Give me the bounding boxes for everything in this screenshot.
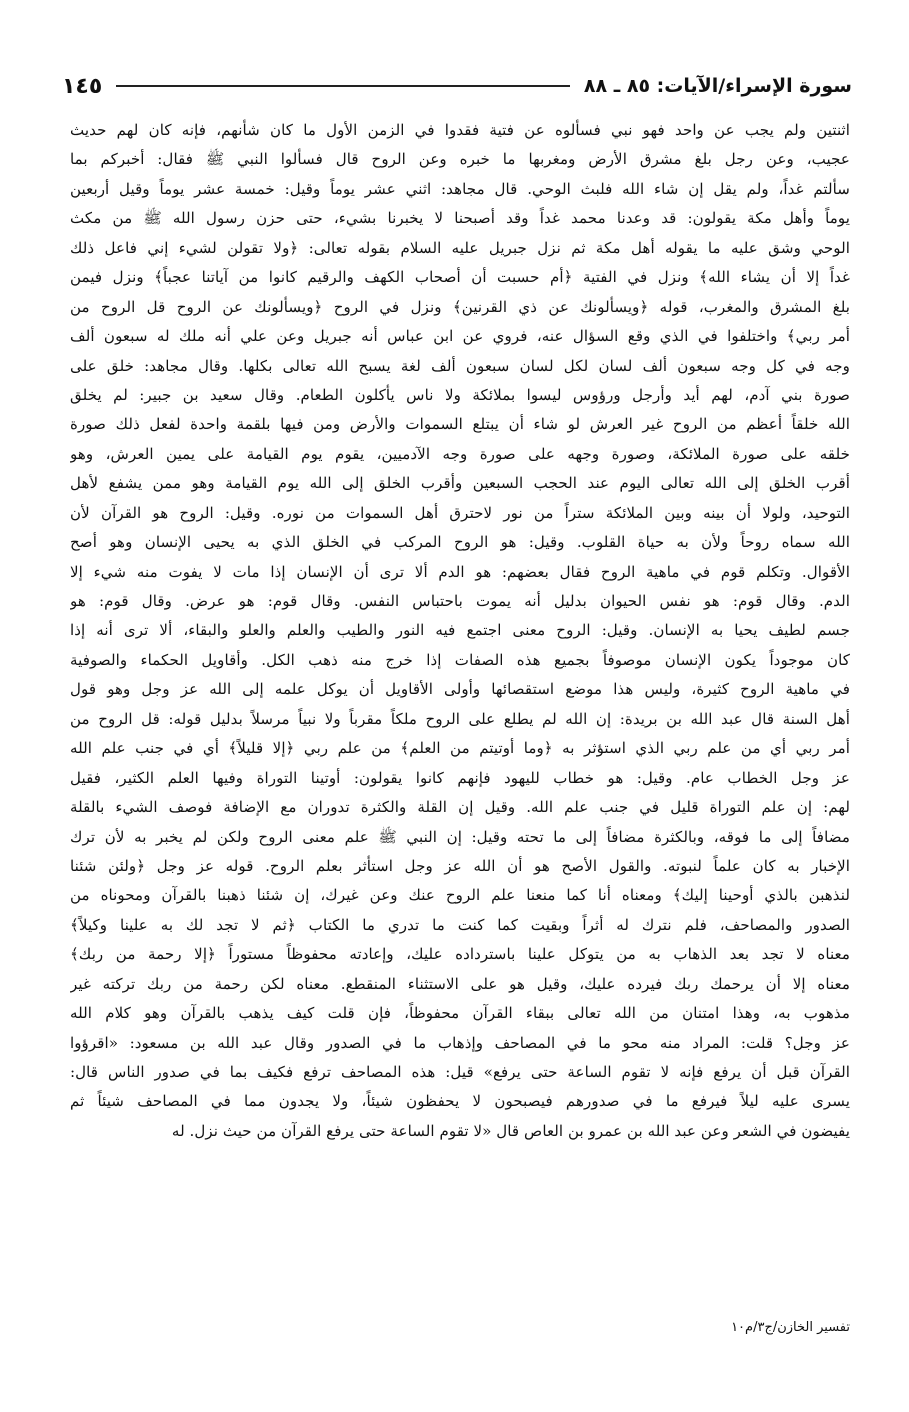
page-number: ١٤٥ [62, 73, 103, 99]
text-line: معناه لا تجد بعد الذهاب به من يتوكل علينا باسترداده عليك، وإعادته محفوظاً مستوراً ﴿إلا رحمة من ربك﴾ [70, 945, 850, 964]
text-line: صورة بني آدم، لهم أيد وأرجل ورؤوس ليسوا بملائكة ولا ناس يأكلون الطعام. وقال سعيد بن جبير: لم يخلق [70, 385, 850, 404]
text-line: التوحيد، ولولا أن بينه وبين الملائكة ستراً من نور لاحترق أهل السموات من نوره. وقيل: الروح هو القرآن لأن [70, 503, 850, 522]
text-line: الله سماه روحاً ولأن به حياة القلوب. وقيل: هو الروح المركب في الخلق الذي به يحيى الإنسان وهو أصح [70, 533, 850, 552]
text-line: لنذهبن بالذي أوحينا إليك﴾ ومعناه أنا كما منعنا علم الروح عنك وعن غيرك، إن شئنا ذهبنا بالقرآن ومحوناه من [70, 886, 850, 905]
text-line: في ماهية الروح كثيرة، وليس هذا موضع استقصائها وأولى الأقاويل أن يوكل علمه إلى الله عز وجل وهو قول [70, 680, 850, 699]
text-line: غداً إلا أن يشاء الله﴾ ونزل في الفتية ﴿أم حسبت أن أصحاب الكهف والرقيم كانوا من آياتنا عجباً﴾ ونزل فيمن [70, 268, 850, 287]
text-line: أمر ربي أي من علم ربي الذي استؤثر به ﴿وما أوتيتم من العلم﴾ من علم ربي ﴿إلا قليلاً﴾ أي في جنب علم الله [70, 739, 850, 758]
text-line: يسرى عليه ليلاً فيرفع ما في صدورهم فيصبحون لا يحفظون شيئاً، ولا يجدون مما في المصاحف شيئاً ثم [70, 1092, 850, 1111]
text-line: الله خلقاً أعظم من الروح غير العرش لو شاء أن يبتلع السموات والأرض ومن فيها بلقمة واحدة لفعل ذلك صورة [70, 415, 850, 434]
text-line: لهم: إن علم التوراة قليل في جنب علم الله. وقيل إن القلة والكثرة تدوران مع الإضافة فوصف الشيء بالقلة [70, 798, 850, 817]
running-header [62, 66, 852, 106]
text-line: يفيضون في الشعر وعن عبد الله بن عمرو بن العاص قال «لا تقوم الساعة حتى يرفع القرآن من حيث نزل. له [171, 1121, 850, 1140]
header-rule [116, 85, 570, 87]
text-line: وجه في كل وجه سبعون ألف لسان لكل لسان سبعون ألف لغة يسبح الله تعالى بكلها. وقال مجاهد: خلق على [70, 356, 850, 375]
text-line: أهل السنة قال عبد الله بن بريدة: إن الله لم يطلع على الروح ملكاً مقرباً ولا نبياً مرسلاً بدليل قوله: قل الروح من [70, 709, 850, 728]
text-line: كان موجوداً يكون الإنسان موصوفاً بجميع هذه الصفات إذا خرج منه ذهب الكل. وأقاويل الحكماء والصوفية [70, 650, 850, 669]
text-line: أمر ربي﴾ واختلفوا في الذي وقع السؤال عنه، فروي عن ابن عباس أنه جبريل وعن علي أنه ملك له سبعون ألف [70, 327, 850, 346]
body-text [70, 116, 850, 1146]
text-line: الدم. وقال قوم: هو نفس الحيوان بدليل أنه يموت باحتباس النفس. وقال قوم: هو عرض. وقال قوم: هو [70, 592, 850, 610]
text-line: الإخبار به كان علماً لنبوته. والقول الأصح هو أن الله عز وجل استأثر بعلم الروح. قوله عز وجل ﴿ولئن شئنا [70, 856, 850, 875]
text-line: سألتم غداً، ولم يقل إن شاء الله فلبث الوحي. قال مجاهد: اثني عشر يوماً وقيل: خمسة عشر يوماً وقيل أربعين [70, 179, 850, 198]
surah-title: سورة الإسراء/الآيات: ٨٥ ـ ٨٨ [583, 75, 852, 97]
text-line: القرآن قبل أن يرفع فإنه لا تقوم الساعة حتى يرفع» قيل: هذه المصاحف ترفع فكيف بما في صدور الناس قال: [70, 1063, 850, 1081]
text-line: خلقه على صورة الملائكة، وصورة وجهه على صورة وجه الآدميين، يقوم يوم القيامة على يمين العرش، وهو [70, 444, 850, 463]
text-line: يوماً وأهل مكة يقولون: قد وعدنا محمد غداً وقد أصبحنا لا يخبرنا بشيء، حتى حزن رسول الله ﷺ من مكث [70, 209, 850, 228]
text-line: عجيب، وعن رجل بلغ مشرق الأرض ومغربها ما خبره وعن الروح قال فسألوا النبي ﷺ فقال: أخبركم بما [70, 150, 850, 169]
text-line: عز وجل الخطاب عام. وقيل: هو خطاب لليهود فإنهم كانوا يقولون: أوتينا التوراة وفيها العلم الكثير، فقيل [70, 768, 850, 787]
text-line: بلغ المشرق والمغرب، قوله ﴿ويسألونك عن ذي القرنين﴾ ونزل في الروح ﴿ويسألونك عن الروح قل الروح من [70, 297, 850, 316]
text-line: مضافاً إلى ما فوقه، وبالكثرة مضافاً إلى ما تحته وقيل: إن النبي ﷺ علم معنى الروح ولكن لم يخبر به لأن ترك [70, 827, 850, 846]
text-line: الوحي وشق عليه ما يقوله أهل مكة ثم نزل جبريل عليه السلام بقوله تعالى: ﴿ولا تقولن لشيء إني فاعل ذلك [70, 238, 850, 257]
text-line: عز وجل؟ قلت: المراد منه محو ما في المصاحف وإذهاب ما في الصدور وقال عبد الله بن مسعود: «اقرؤوا [70, 1033, 850, 1052]
text-line: الصدور والمصاحف، فلم نترك له أثراً وبقيت كما كنت ما تدري ما الكتاب ﴿ثم لا تجد لك به علينا وكيلاً﴾ [70, 915, 850, 934]
text-line: اثنتين ولم يجب عن واحد فهو نبي فسألوه عن فتية فقدوا في الزمن الأول ما كان شأنهم، فإنه كان لهم حديث [70, 121, 850, 139]
footer-signature: تفسير الخازن/ج٣/م١٠ [731, 1320, 850, 1335]
text-line: مذهوب به، وهذا امتنان من الله تعالى ببقاء القرآن محفوظاً، فإن قلت كيف يذهب بالقرآن وهو كلام الله [70, 1004, 850, 1023]
text-line: أقرب الخلق إلى الله تعالى اليوم عند الحجب السبعين وأقرب الخلق إلى الله يوم القيامة وهو ممن يشفع لأهل [70, 474, 850, 493]
text-line: الأقوال. وتكلم قوم في ماهية الروح فقال بعضهم: هو الدم ألا ترى أن الإنسان إذا مات لا يفوت منه شيء إلا [70, 562, 850, 581]
text-line: معناه إلا أن يرحمك ربك فيرده عليك، وقيل هو على الاستثناء المنقطع. معناه لكن رحمة من ربك تركته غير [70, 974, 850, 993]
text-line: جسم لطيف يحيا به الإنسان. وقيل: الروح معنى اجتمع فيه النور والطيب والعلم والعلو والبقاء، ألا ترى أنه إذا [70, 621, 850, 640]
